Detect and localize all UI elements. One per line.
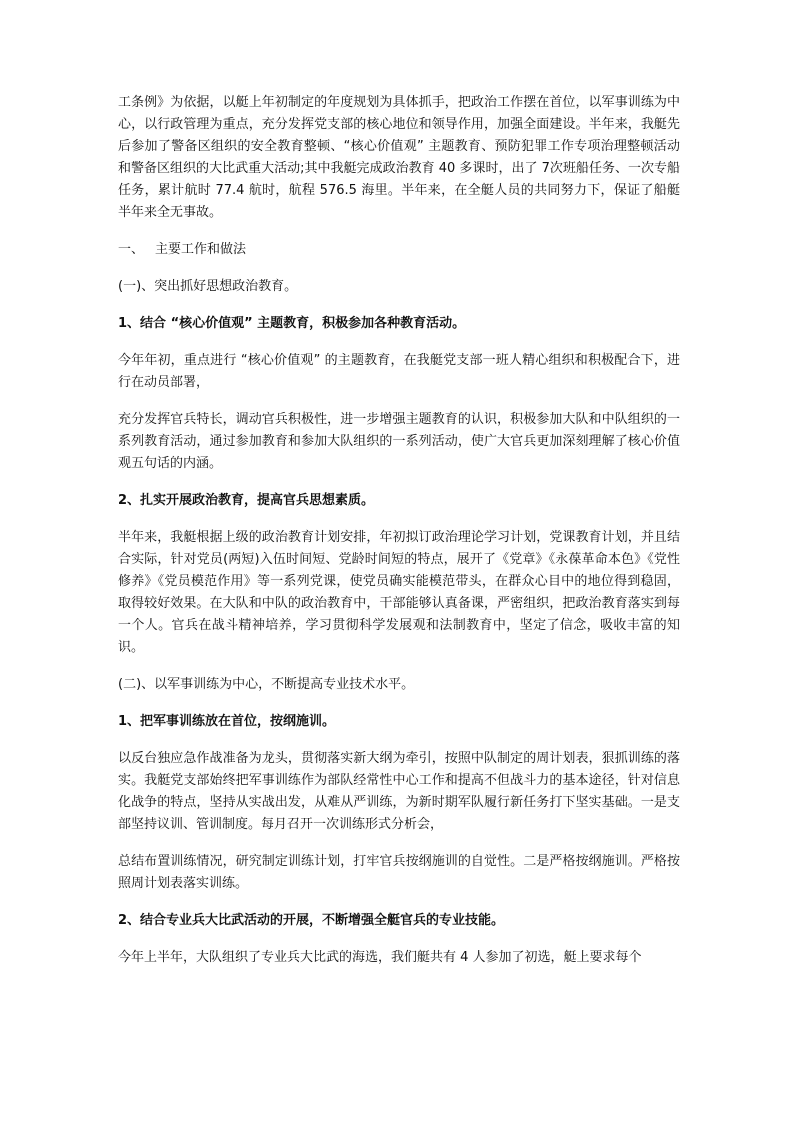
paragraph-political-education: 半年来，我艇根据上级的政治教育计划安排，年初拟订政治理论学习计划，党课教育计划，并且结合实际，针对党员(两短)入伍时间短、党龄时间短的特点，展开了《党章》《永葆革命本色》《党性修养》《党员模范作用》等一系列党课，使党员确实能模范带头，在群众心目中的地位得到稳固，取得较好效果。在大队和中队的政治教育中，干部能够认真备课，严密组织，把政治教育落实到每一个人。官兵在战斗精神培养，学习贯彻科学发展观和法制教育中，坚定了信念，吸收丰富的知识。 [118,530,680,655]
item-heading-training-first: 1、把军事训练放在首位，按纲施训。 [118,714,336,729]
paragraph-training-continued: 总结布置训练情况，研究制定训练计划，打牢官兵按纲施训的自觉性。二是严格按纲施训。严格按照周计划表落实训练。 [118,854,680,891]
item-heading-competition: 2、结合专业兵大比武活动的开展，不断增强全艇官兵的专业技能。 [118,913,505,928]
section-heading-main-work [118,239,680,261]
paragraph-competition: 今年上半年，大队组织了专业兵大比武的海选，我们艇共有 4 人参加了初选，艇上要求每个 [118,950,642,965]
section-title: 主要工作和做法 [155,242,247,257]
subsection-heading-military-training: (二)、以军事训练为中心，不断提高专业技术水平。 [118,677,415,692]
intro-paragraph: 工条例》为依据，以艇上年初制定的年度规划为具体抓手，把政治工作摆在首位，以军事训练为中心，以行政管理为重点，充分发挥党支部的核心地位和领导作用，加强全面建设。半年来，我艇先后参加了警备区组织的安全教育整顿、“核心价值观” 主题教育、预防犯罪工作专项治理整顿活动和警备区组织的大比武重大活动;其中我艇完成政治教育 40 多课时，出了 7次班船任务、一次专船任务，累计航时 77.4 航时，航程 576.5 海里。半年来，在全艇人员的共同努力下，保证了船艇半年来全无事故。 [118,95,680,220]
paragraph-core-values-start: 今年年初，重点进行 “核心价值观” 的主题教育，在我艇党支部一班人精心组织和积极配合下，进行在动员部署， [118,353,680,390]
paragraph-core-values-continued: 充分发挥官兵特长，调动官兵积极性，进一步增强主题教育的认识，积极参加大队和中队组织的一系列教育活动，通过参加教育和参加大队组织的一系列活动，使广大官兵更加深刻理解了核心价值观五句话的内涵。 [118,412,680,471]
subsection-heading-politics: (一)、突出抓好思想政治教育。 [118,279,298,294]
document-page [118,92,680,969]
item-heading-core-values: 1、结合 “核心价值观” 主题教育，积极参加各种教育活动。 [118,316,466,331]
item-heading-political-education: 2、扎实开展政治教育，提高官兵思想素质。 [118,493,375,508]
section-number: 一、 [118,242,145,257]
paragraph-training-first: 以反台独应急作战准备为龙头，贯彻落实新大纲为牵引，按照中队制定的周计划表，狠抓训练的落实。我艇党支部始终把军事训练作为部队经常性中心工作和提高不但战斗力的基本途径，针对信息化战争的特点，坚持从实战出发，从难从严训练，为新时期军队履行新任务打下坚实基础。一是支部坚持议训、管训制度。每月召开一次训练形式分析会， [118,751,680,832]
